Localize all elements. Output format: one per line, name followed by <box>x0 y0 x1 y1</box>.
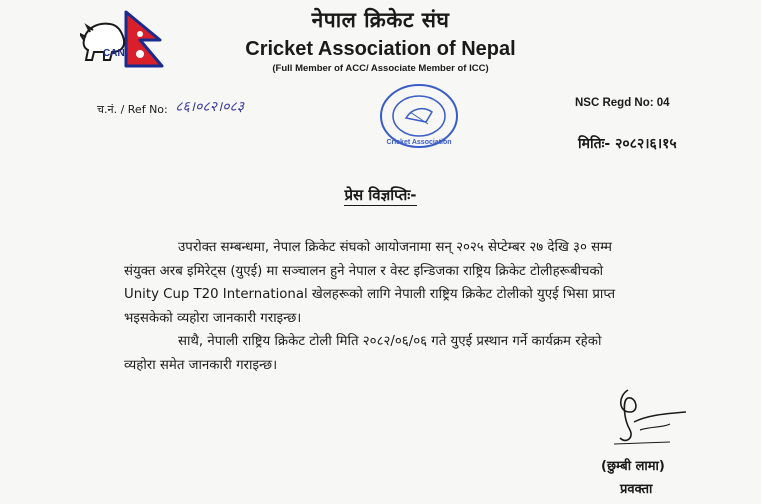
nsc-registration: NSC Regd No: 04 <box>575 97 670 109</box>
notice-heading-text: प्रेस विज्ञप्तिः- <box>344 186 417 204</box>
paragraph1-line: Unity Cup T20 International खेलहरूको लागि नेपाली राष्ट्रिय क्रिकेट टोलीको युएई भिसा प्राप्त <box>124 287 616 302</box>
paragraph1-line: उपरोक्त सम्बन्धमा, नेपाल क्रिकेट संघको आयोजनामा सन् २०२५ सेप्टेम्बर २७ देखि ३० सम्म <box>178 240 613 255</box>
paragraph2-line: साथै, नेपाली राष्ट्रिय क्रिकेट टोली मिति २०८२/०६/०६ गते युएई प्रस्थान गर्ने कार्यक्रम रहेको <box>178 334 602 349</box>
signatory-name: (छुम्बी लामा) <box>601 459 665 474</box>
issue-date: मितिः- २०८२।६।१५ <box>578 136 677 152</box>
logo-label: CAN <box>103 48 125 59</box>
signature-icon <box>600 386 690 450</box>
org-name-nepali: नेपाल क्रिकेट संघ <box>311 8 450 32</box>
reference-number <box>97 99 244 118</box>
notice-body <box>124 236 714 377</box>
notice-heading <box>0 185 761 205</box>
paragraph1-line: संयुक्त अरब इमिरेट्स (युएई) मा सञ्चालन हुने नेपाल र वेस्ट इन्डिजका राष्ट्रिय क्रिकेट टोलीहरूबीचको <box>124 263 604 279</box>
official-seal-icon <box>378 82 460 150</box>
ref-label: च.नं. / Ref No: <box>97 103 168 116</box>
paragraph2-line: व्यहोरा समेत जानकारी गराइन्छ। <box>124 357 278 373</box>
org-name-english: Cricket Association of Nepal <box>245 38 516 60</box>
signatory-role: प्रवक्ता <box>620 482 653 497</box>
ref-value: ८६।०८२।०८३ <box>175 99 245 115</box>
paragraph1-line: भइसकेको व्यहोरा जानकारी गराइन्छ। <box>124 310 302 326</box>
seal-text: Cricket Association <box>386 139 452 146</box>
org-subtitle: (Full Member of ACC/ Associate Member of ICC) <box>272 63 489 74</box>
